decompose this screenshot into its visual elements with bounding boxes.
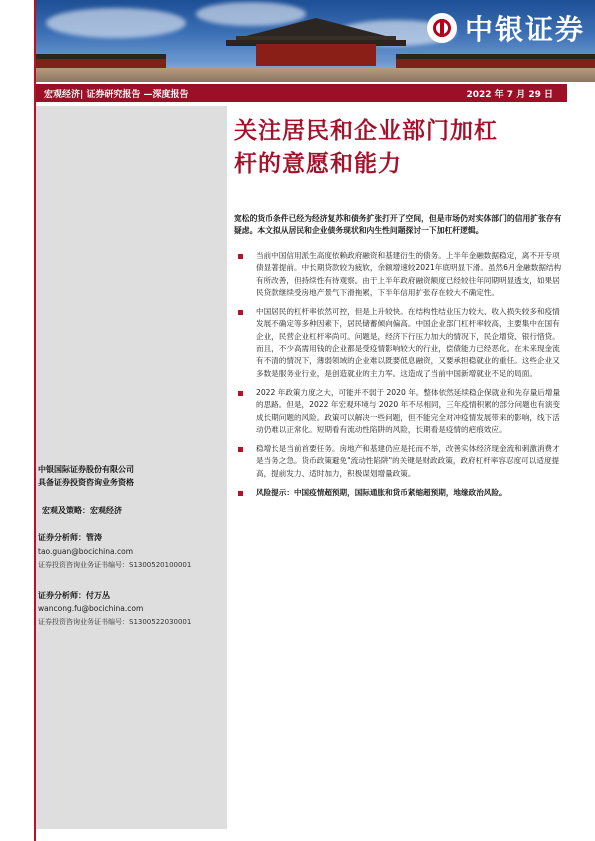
palace-hall bbox=[256, 44, 376, 66]
list-item: 中国居民的杠杆率依然可控，但是上升较快。在结构性结业压力较大、收入损失较多和疫情发展不确定等多种因素下，居民储蓄倾向偏高。中国企业部门杠杆率较高，主要集中在国有企业，民营企业杠杆率尚可。问题是，经济下行压力加大的情况下，民企增贷、银行惜贷。而且，不少高需用钱的企业都是受疫情影响较大的行业，偿债能力已经恶化。在未来现金流有不清的情况下，薄弱领域的企业难以既要低息融资，又要承担稳就业的重任。这些企业又多数是服务业行业，是创造就业的主力军。这造成了当前中国新增就业不足的局面。 bbox=[236, 306, 567, 380]
analyst-cert: 证券投资咨询业务证书编号：S1300522030001 bbox=[38, 618, 192, 626]
key-points bbox=[236, 250, 567, 499]
company-name: 中银国际证券股份有限公司 bbox=[38, 465, 134, 474]
analyst-email[interactable]: wancong.fu@bocichina.com bbox=[38, 604, 144, 613]
sidebar bbox=[36, 106, 227, 829]
boc-logo-icon bbox=[427, 13, 457, 43]
brand-name: 中银证券 bbox=[464, 13, 585, 46]
palace-roof bbox=[246, 18, 386, 36]
list-item: 当前中国信用派生高度依赖政府融资和基建衍生的债务。上半年金融数据稳定，离不开专项债显著提前。中长期贷款较为疲软，余额增速较2021年底明显下滑。虽然6月金融数据结构有所改善，但持续性有待观察。由于上半年政府融资额度已经较往年同期明显透支，如果居民贷款继续受房地产景气下滑拖累，下半年信用扩张存在较大不确定性。 bbox=[236, 250, 567, 299]
report-header-bar bbox=[36, 84, 567, 102]
report-date: 2022 年 7 月 29 日 bbox=[466, 89, 553, 100]
courtyard-ground bbox=[36, 68, 595, 82]
header-banner bbox=[36, 0, 595, 82]
risk-warning: 风险提示：中国疫情超预期，国际通胀和货币紧缩超预期，地缘政治风险。 bbox=[236, 487, 567, 499]
cloud-decoration bbox=[46, 8, 186, 38]
list-item: 稳增长是当前首要任务。房地产和基建仍应是托而不举，改善实体经济现金流和刺激消费才是当务之急。货币政策避免"流动性陷阱"的关键是财政政策，政府杠杆率容忍度可以适度提高，提前发力、适时加力，积极谋划增量政策。 bbox=[236, 443, 567, 480]
report-title bbox=[234, 114, 574, 180]
qualification: 具备证券投资咨询业务资格 bbox=[38, 478, 134, 487]
analyst-title: 证券分析师：付万丛 bbox=[38, 591, 110, 600]
list-item: 2022 年政策力度之大，可能并不弱于 2020 年。整体依然延续稳企保就业和先存量后增量的思路。但是，2022 年宏观环境与 2020 年不尽相同，三年疫情积累的部分问题也有演变成长期问题的风险。政策可以解决一些问题，但不能完全对冲疫情发展带来的影响，线下活动仍难以正常化。短期看有流动性陷阱的风险，长期看是疫情的疤痕效应。 bbox=[236, 387, 567, 436]
report-summary: 宽松的货币条件已经为经济复苏和债务扩张打开了空间，但是市场仍对实体部门的信用扩张存有疑虑。本文拟从居民和企业债务现状和内生性问题探讨一下加杠杆逻辑。 bbox=[234, 214, 562, 236]
analyst-email[interactable]: tao.guan@bocichina.com bbox=[38, 547, 134, 556]
title-line: 关注居民和企业部门加杠 bbox=[234, 117, 498, 144]
strategy-label: 宏观及策略：宏观经济 bbox=[42, 506, 122, 515]
analyst-title: 证券分析师：管涛 bbox=[38, 533, 102, 542]
analyst-cert: 证券投资咨询业务证书编号：S1300520100001 bbox=[38, 561, 192, 569]
brand-logo bbox=[427, 8, 585, 48]
title-line: 杆的意愿和能力 bbox=[234, 150, 402, 177]
breadcrumb: 宏观经济| 证券研究报告 —深度报告 bbox=[44, 89, 189, 100]
